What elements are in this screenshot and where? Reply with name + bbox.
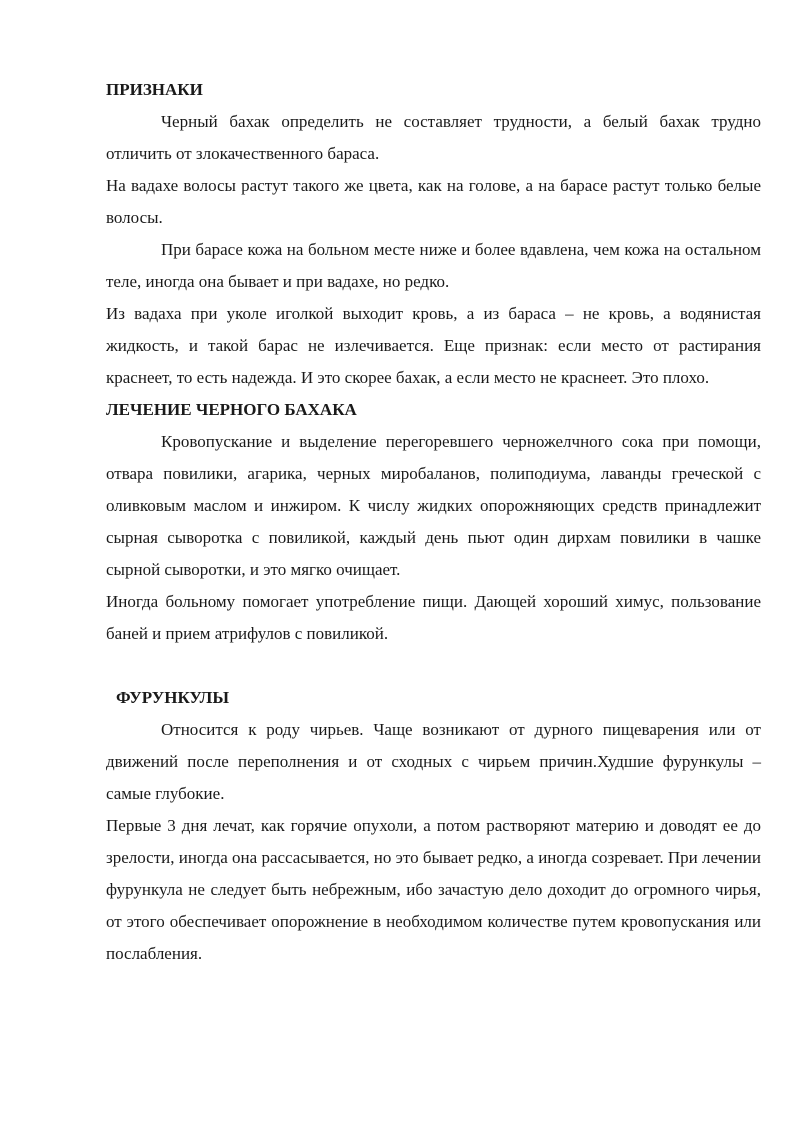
paragraph: Первые 3 дня лечат, как горячие опухоли, а потом растворяют материю и доводят ее до зрелости, иногда она рассасывается, но это бывает редко, а иногда созревает. При лечении фурункула не следует быть небрежным, ибо зачастую дело доходит до огромного чирья, от этого обеспечивает опорожнение в необходимом количестве путем кровопускания или послабления. <box>106 816 761 963</box>
section-heading-treatment: ЛЕЧЕНИЕ ЧЕРНОГО БАХАКА <box>106 400 357 419</box>
paragraph: Из вадаха при уколе иголкой выходит кровь, а из бараса – не кровь, а водянистая жидкость, и такой барас не излечивается. Еще признак: если место от растирания краснеет, то есть надежда. И это скорее бахак, а если место не краснеет. Это плохо. <box>106 304 761 387</box>
section-heading-signs: ПРИЗНАКИ <box>106 80 203 99</box>
paragraph: Иногда больному помогает употребление пищи. Дающей хороший химус, пользование баней и прием атрифулов с повиликой. <box>106 592 761 643</box>
paragraph: На вадахе волосы растут такого же цвета, как на голове, а на барасе растут только белые волосы. <box>106 176 761 227</box>
paragraph: Черный бахак определить не составляет трудности, а белый бахак трудно отличить от злокачественного бараса. <box>106 112 761 163</box>
document-body <box>106 74 761 970</box>
blank-line <box>106 650 761 682</box>
section-heading-furuncles: ФУРУНКУЛЫ <box>116 688 230 707</box>
paragraph: Относится к роду чирьев. Чаще возникают от дурного пищеварения или от движений после переполнения и от сходных с чирьем причин.Худшие фурункулы – самые глубокие. <box>106 720 761 803</box>
paragraph: Кровопускание и выделение перегоревшего черножелчного сока при помощи, отвара повилики, агарика, черных миробаланов, полиподиума, лаванды греческой с оливковым маслом и инжиром. К числу жидких опорожняющих средств принадлежит сырная сыворотка с повиликой, каждый день пьют один дирхам повилики в чашке сырной сыворотки, и это мягко очищает. <box>106 432 761 579</box>
paragraph: При барасе кожа на больном месте ниже и более вдавлена, чем кожа на остальном теле, иногда она бывает и при вадахе, но редко. <box>106 240 761 291</box>
